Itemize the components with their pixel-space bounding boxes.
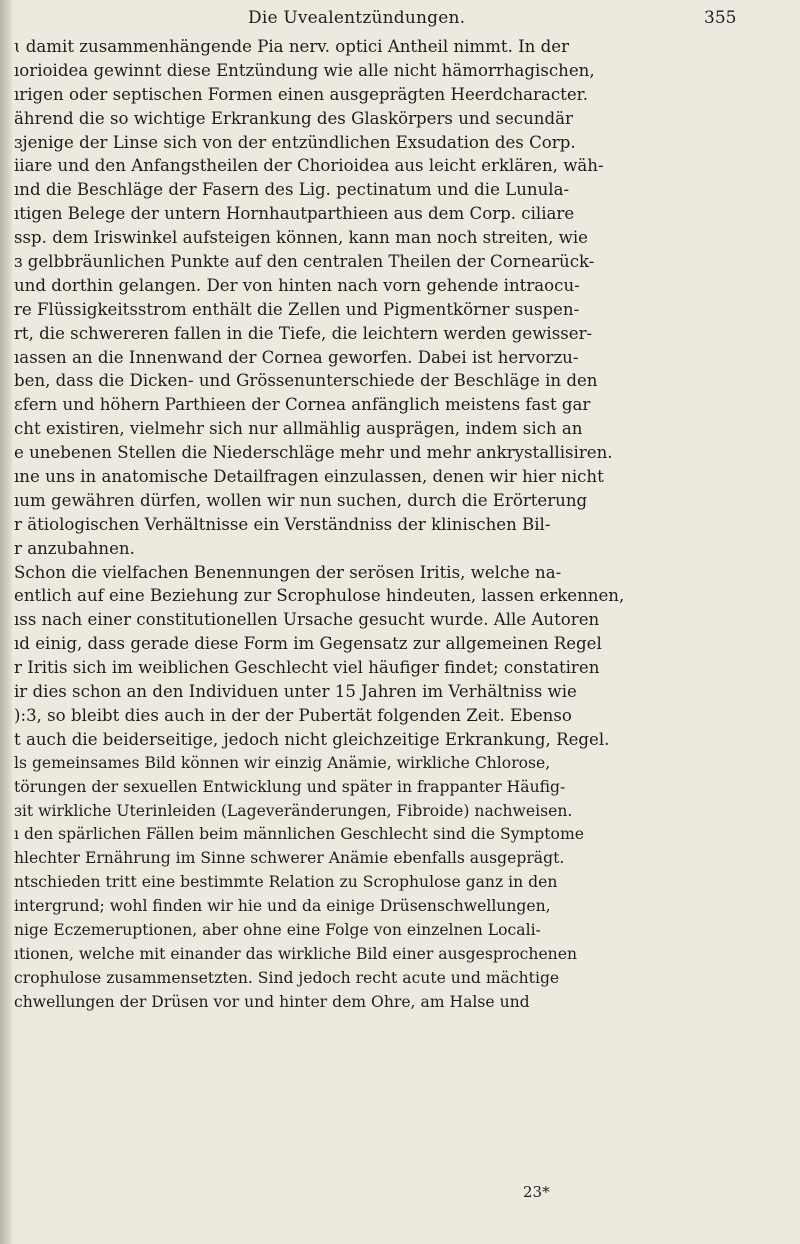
text-line: re Flüssigkeitsstrom enthält die Zellen und Pigmentkörner suspen-: [14, 299, 580, 319]
text-line: ɜjenige der Linse sich von der entzündlichen Exsudation des Corp.: [14, 132, 576, 152]
text-line: crophulose zusammensetzten. Sind jedoch recht acute und mächtige: [14, 968, 560, 987]
text-line: entlich auf eine Beziehung zur Scrophulose hindeuten, lassen erkennen,: [14, 586, 625, 606]
text-line: r ätiologischen Verhältnisse ein Verständniss der klinischen Bil-: [14, 514, 551, 534]
page-number: 355: [704, 8, 737, 28]
text-line: ıss nach einer constitutionellen Ursache gesucht wurde. Alle Autoren: [14, 610, 600, 630]
text-line: ɜit wirkliche Uterinleiden (Lageveränderungen, Fibroide) nachweisen.: [14, 801, 573, 820]
text-line: r Iritis sich im weiblichen Geschlecht viel häufiger findet; constatiren: [14, 658, 600, 678]
text-line: ıne uns in anatomische Detailfragen einzulassen, denen wir hier nicht: [14, 467, 604, 487]
text-line: ıassen an die Innenwand der Cornea geworfen. Dabei ist hervorzu-: [14, 347, 579, 367]
text-line: ıorioidea gewinnt diese Entzündung wie alle nicht hämorrhagischen,: [14, 60, 595, 80]
text-line: ɜ gelbbräunlichen Punkte auf den centralen Theilen der Cornearück-: [14, 252, 595, 272]
text-line: e unebenen Stellen die Niederschläge mehr und mehr ankrystallisiren.: [14, 443, 613, 463]
text-line: ıum gewähren dürfen, wollen wir nun suchen, durch die Erörterung: [14, 490, 588, 510]
text-line: ɛfern und höhern Parthieen der Cornea anfänglich meistens fast gar: [14, 395, 591, 415]
text-line: nige Eczemeruptionen, aber ohne eine Folge von einzelnen Locali-: [14, 920, 541, 939]
text-line: chwellungen der Drüsen vor und hinter dem Ohre, am Halse und: [14, 992, 530, 1011]
text-line: ɩ damit zusammenhängende Pia nerv. optici Antheil nimmt. In der: [14, 37, 570, 56]
text-line: ıd einig, dass gerade diese Form im Gegensatz zur allgemeinen Regel: [14, 634, 602, 654]
text-line: ıtigen Belege der untern Hornhautparthieen aus dem Corp. ciliare: [14, 204, 575, 224]
text-line: t auch die beiderseitige, jedoch nicht gleichzeitige Erkrankung, Regel.: [14, 729, 610, 749]
text-line: ıtionen, welche mit einander das wirkliche Bild einer ausgesprochenen: [14, 944, 577, 963]
body-text: [14, 35, 776, 1015]
text-line: ırigen oder septischen Formen einen ausgeprägten Heerdcharacter.: [14, 84, 589, 104]
binding-gutter: [0, 0, 12, 1244]
text-line: intergrund; wohl finden wir hie und da einige Drüsenschwellungen,: [14, 897, 551, 916]
text-line: törungen der sexuellen Entwicklung und später in frappanter Häufig-: [14, 777, 566, 796]
text-line: ınd die Beschläge der Fasern des Lig. pectinatum und die Lunula-: [14, 180, 570, 200]
text-line: rt, die schwereren fallen in die Tiefe, die leichtern werden gewisser-: [14, 323, 593, 343]
text-line: iiare und den Anfangstheilen der Chorioidea aus leicht erklären, wäh-: [14, 156, 604, 176]
text-line: ):3, so bleibt dies auch in der der Pubertät folgenden Zeit. Ebenso: [14, 705, 572, 725]
text-line: ben, dass die Dicken- und Grössenunterschiede der Beschläge in den: [14, 371, 598, 391]
text-line: r anzubahnen.: [14, 538, 135, 558]
text-line: cht existiren, vielmehr sich nur allmählig ausprägen, indem sich an: [14, 419, 583, 439]
sheet-signature: 23*: [523, 1183, 550, 1201]
text-line: ls gemeinsames Bild können wir einzig Anämie, wirkliche Chlorose,: [14, 753, 551, 772]
text-line: ir dies schon an den Individuen unter 15 Jahren im Verhältniss wie: [14, 682, 577, 702]
text-line: Schon die vielfachen Benennungen der serösen Iritis, welche na-: [14, 562, 562, 582]
text-line: ı den spärlichen Fällen beim männlichen Geschlecht sind die Symptome: [14, 825, 584, 844]
running-header: [0, 8, 800, 34]
chapter-title: Die Uvealentzündungen.: [248, 8, 466, 28]
text-line: und dorthin gelangen. Der von hinten nach vorn gehende intraocu-: [14, 275, 580, 295]
text-line: ntschieden tritt eine bestimmte Relation zu Scrophulose ganz in den: [14, 873, 558, 892]
text-line: hlechter Ernährung im Sinne schwerer Anämie ebenfalls ausgeprägt.: [14, 849, 565, 868]
text-line: ssp. dem Iriswinkel aufsteigen können, kann man noch streiten, wie: [14, 228, 588, 248]
text-line: ährend die so wichtige Erkrankung des Glaskörpers und secundär: [14, 108, 573, 128]
